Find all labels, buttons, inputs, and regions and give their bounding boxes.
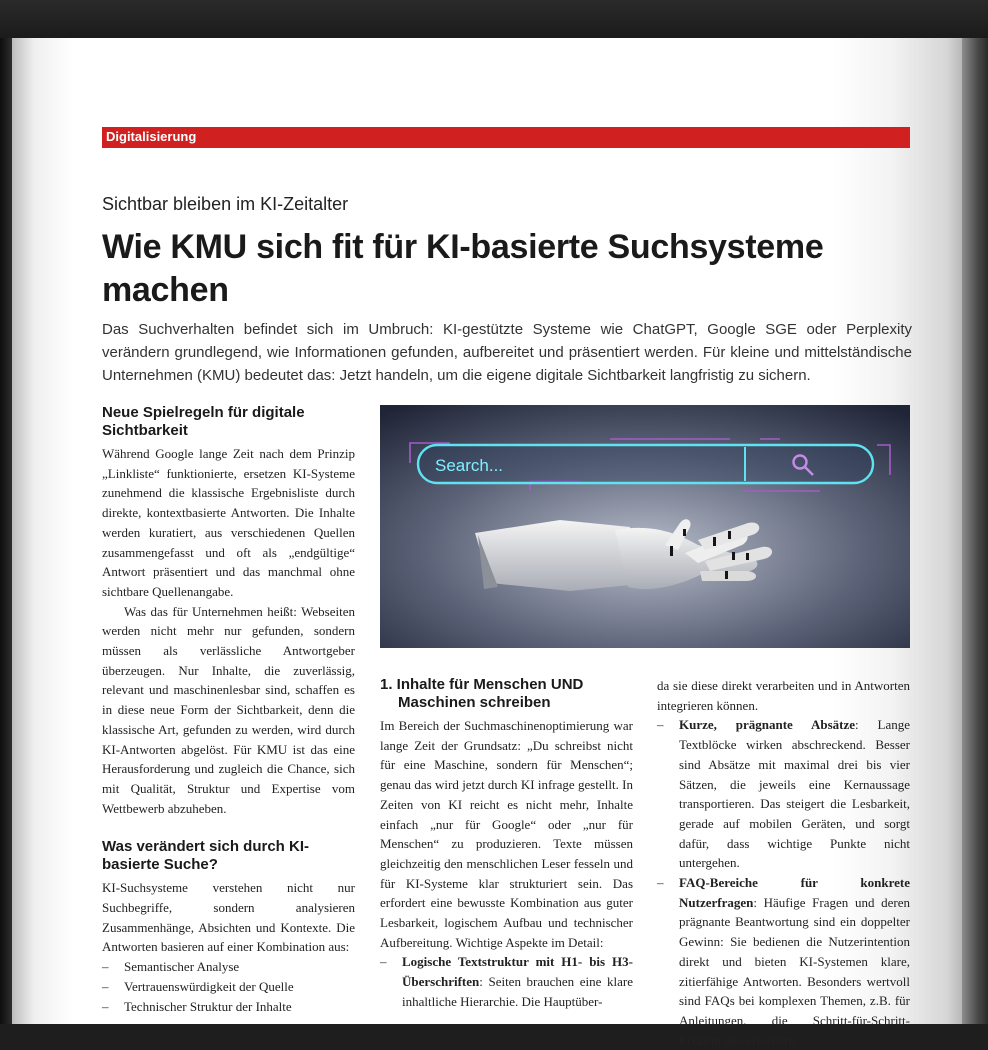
list-item bbox=[380, 952, 633, 1011]
list-item-text: : Seiten brauchen eine klare inhaltliche Hierarchie. Die Hauptüber- bbox=[402, 974, 633, 1009]
paragraph: da sie diese direkt verarbeiten und in Antworten integrieren können. bbox=[657, 678, 910, 713]
category-label: Digitalisierung bbox=[106, 129, 197, 144]
column-1 bbox=[102, 404, 355, 1016]
article-title: Wie KMU sich fit für KI-basierte Suchsysteme machen bbox=[102, 228, 824, 309]
section-heading-1: Neue Spielregeln für digitale Sichtbarkeit bbox=[102, 404, 305, 439]
aspects-list-continued bbox=[657, 715, 910, 1050]
category-bar bbox=[102, 127, 910, 148]
list-item: – Technischer Struktur der Inhalte bbox=[102, 997, 355, 1017]
list-item-text: : Lange Textblöcke wirken abschreckend. Besser sind Absätze mit maximal drei bis vier Sätzen, die jeweils eine Kernaussage transportieren. Das steigert die Lesbarkeit, gerade auf mobilen Geräten, und sorgt dafür, dass wichtige Punkte nicht untergehen. bbox=[679, 717, 910, 871]
column-2 bbox=[380, 676, 633, 1012]
paragraph: Was das für Unternehmen heißt: Webseiten werden nicht mehr nur gefunden, sondern müssen als verlässliche Antwortgeber überzeugen. Nur Inhalte, die zuverlässig, relevant und maschinenlesbar sind, schaffen es in diese neue Form der Sichtbarkeit, denn die klassische Art, gefunden zu werden, wird durch KI-Antworten abgelöst. Für KMU ist das eine Herausforderung und zugleich die Chance, sich mit Qualität, Struktur und Expertise vom Wettbewerb abzuheben. bbox=[102, 603, 355, 816]
list-item-text: : Häufige Fragen und deren prägnante Beantwortung sind ein doppelter Gewinn: Sie bedienen die Nutzerintention direkt und bieten KI-Systemen klare, zitierfähige Antworten. Besonders wertvoll sind FAQs bei komplexen Themen, z.B. für Anleitungen, die Schritt-für-Schritt-Erklärungen erfordern. bbox=[679, 894, 910, 1048]
list-item bbox=[657, 715, 910, 873]
list-item-term: FAQ-Bereiche für konkrete Nutzerfragen bbox=[679, 875, 910, 910]
column-3 bbox=[657, 676, 910, 1050]
search-placeholder-text: Search... bbox=[435, 456, 504, 475]
paragraph: Im Bereich der Suchmaschinenoptimierung war lange Zeit der Grundsatz: „Du schreibst nicht für eine Maschine, sondern für Menschen“; genau das wird jetzt durch KI infrage gestellt. In Zeiten von KI reicht es nicht mehr, Inhalte einfach „nur für Google“ oder „nur für Menschen“ zu produzieren. Texte müssen gleichzeitig den menschlichen Leser fesseln und für KI-Systeme klar strukturiert sein. Das erfordert eine bewusste Kombination aus guter Lesbarkeit, logischem Aufbau und technischer Aufbereitung. Wichtige Aspekte im Detail: bbox=[380, 718, 633, 950]
list-item-term: Logische Textstruktur mit H1- bis H3-Überschriften bbox=[402, 954, 633, 990]
kicker: Sichtbar bleiben im KI-Zeitalter bbox=[102, 194, 349, 214]
viewer-top-bar bbox=[0, 0, 988, 38]
section-heading-3: 1. Inhalte für Menschen UND Maschinen schreiben bbox=[380, 676, 584, 711]
section-heading-2: Was verändert sich durch KI-basierte Suche? bbox=[102, 838, 309, 874]
criteria-list bbox=[102, 957, 355, 1016]
list-item-term: Kurze, prägnante Absätze bbox=[679, 717, 856, 733]
lead-paragraph: Das Suchverhalten befindet sich im Umbruch: KI-gestützte Systeme wie ChatGPT, Google SGE oder Perplexity verändern grundlegend, wie Informationen gefunden, aufbereitet und präsentiert werden. Für kleine und mittelständische Unternehmen (KMU) bedeutet das: Jetzt handeln, um die eigene digitale Sichtbarkeit langfristig zu sichern. bbox=[102, 321, 912, 384]
paragraph: KI-Suchsysteme verstehen nicht nur Suchbegriffe, sondern analysieren Zusammenhänge, Absichten und Kontexte. Die Antworten basieren auf einer Kombination aus: bbox=[102, 880, 355, 955]
aspects-list bbox=[380, 952, 633, 1011]
list-item bbox=[657, 873, 910, 1050]
robot-hand-graphic bbox=[475, 519, 772, 591]
page-right-edge bbox=[962, 38, 988, 1024]
article-image-robot-hand bbox=[380, 405, 910, 648]
paragraph: Während Google lange Zeit nach dem Prinzip „Linkliste“ funktionierte, ersetzen KI-Systeme zunehmend die klassische Ergebnisliste durch direkte, kontextbasierte Antworten. Die Inhalte werden kuratiert, aus verschiedenen Quellen zusammengefasst und oft als „endgültige“ Antwort präsentiert und das manchmal ohne sichtbare Quellenangabe. bbox=[102, 446, 355, 599]
list-item: – Semantischer Analyse bbox=[102, 957, 355, 977]
list-item: – Vertrauenswürdigkeit der Quelle bbox=[102, 977, 355, 997]
